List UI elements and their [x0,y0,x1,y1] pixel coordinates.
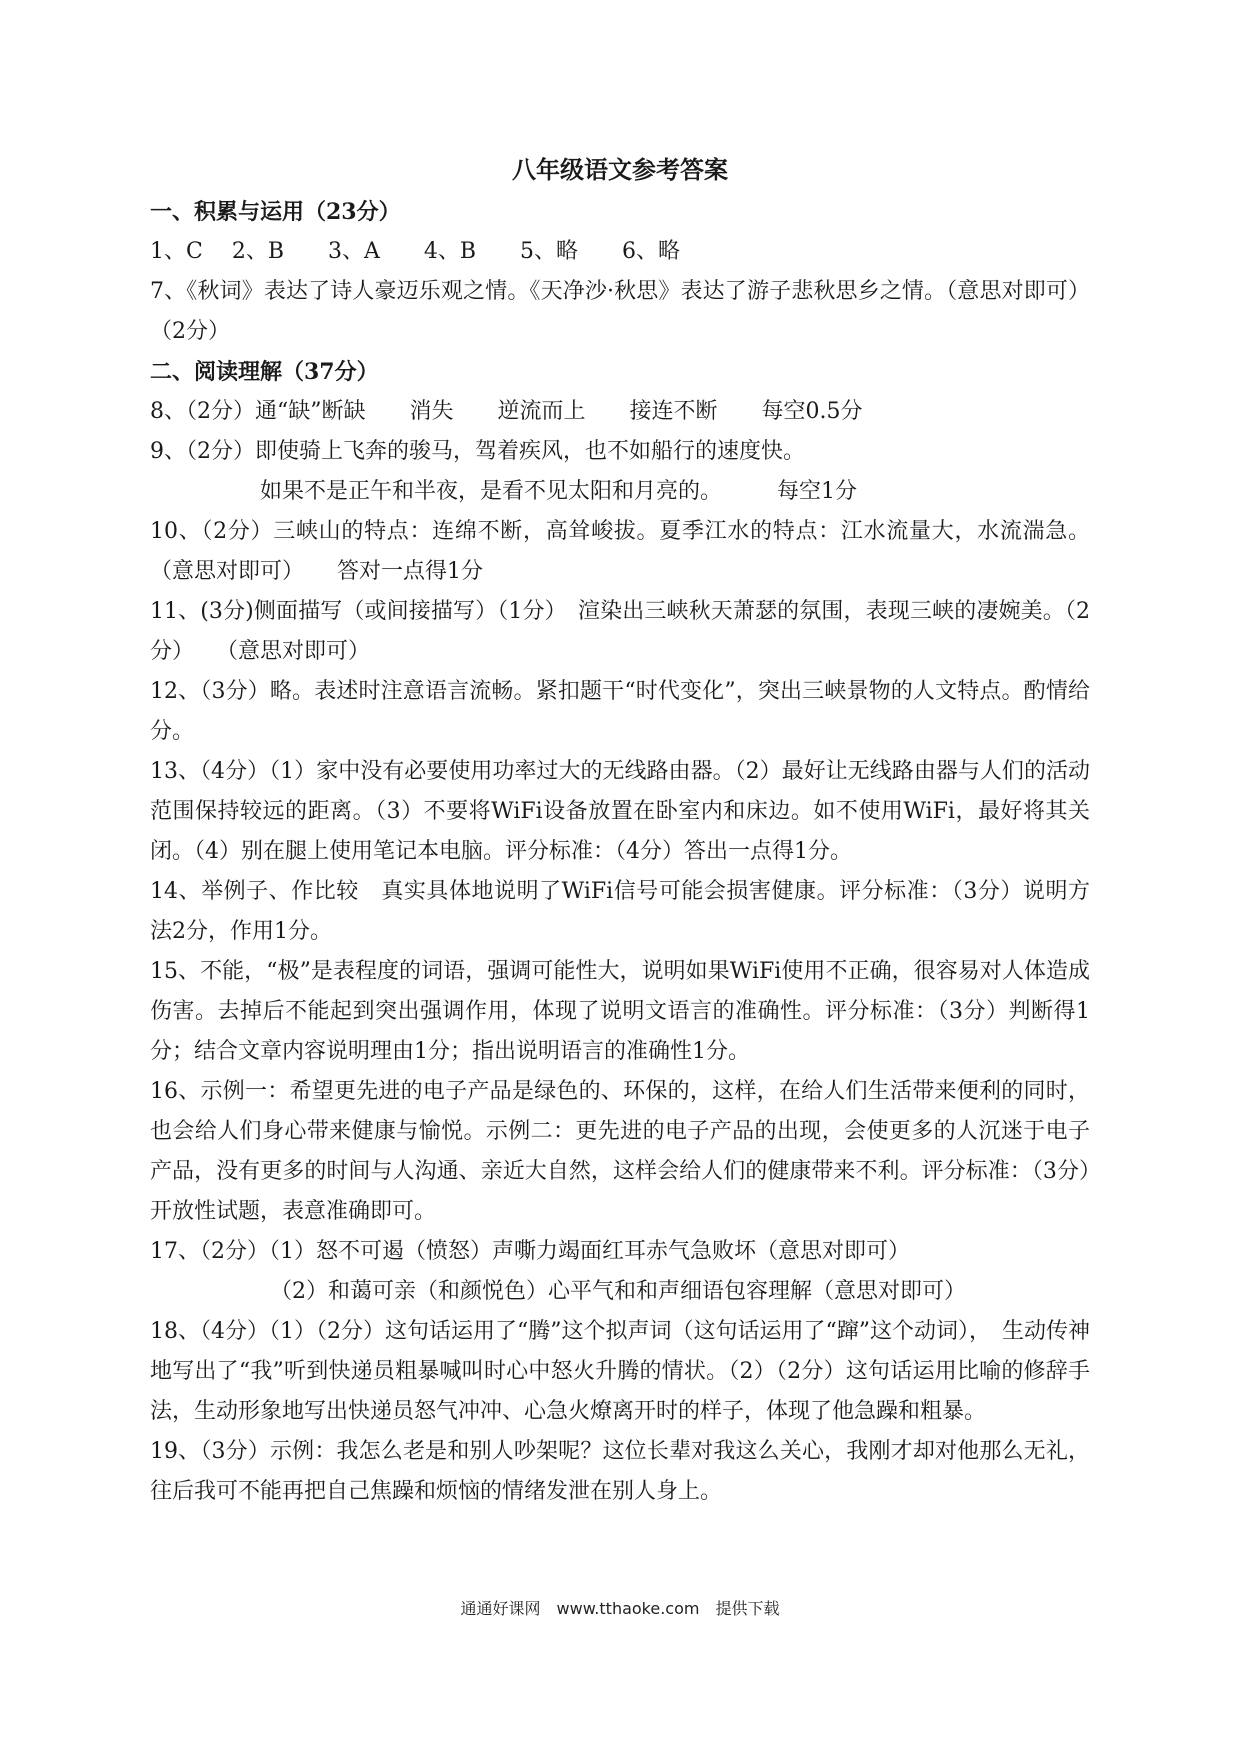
page-footer: 通通好课网 www.tthaoke.com 提供下载 [460,1599,780,1618]
answer-8: 8、（2分）通“缺”断缺 消失 逆流而上 接连不断 每空0.5分 [150,399,863,424]
answer-16: 16、示例一：希望更先进的电子产品是绿色的、环保的，这样，在给人们生活带来便利的同时，也会给人们身心带来健康与愉悦。示例二：更先进的电子产品的出现，会使更多的人沉迷于电子产品，没有更多的时间与人沟通、亲近大自然，这样会给人们的健康带来不利。评分标准：（3分）开放性试题，表意准确即可。 [150,1079,1090,1224]
answer-17: 17、（2分）（1）怒不可遏（愤怒）声嘶力竭面红耳赤气急败坏（意思对即可） [150,1239,910,1264]
answer-9: 9、（2分）即使骑上飞奔的骏马，驾着疾风，也不如船行的速度快。 [150,439,805,464]
answer-19: 19、（3分）示例：我怎么老是和别人吵架呢？这位长辈对我这么关心，我刚才却对他那么无礼，往后我可不能再把自己焦躁和烦恼的情绪发泄在别人身上。 [150,1439,1090,1504]
answer-7: 7、《秋词》表达了诗人豪迈乐观之情。《天净沙·秋思》表达了游子悲秋思乡之情。（意思对即可）（2分） [150,279,1090,344]
section-heading-2: 二、阅读理解（37分） [150,359,379,385]
answer-11: 11、(3分)侧面描写（或间接描写）（1分） 渲染出三峡秋天萧瑟的氛围，表现三峡的凄婉美。（2分） （意思对即可） [150,599,1090,664]
answer-line-1-6: 1、C 2、B 3、A 4、B 5、略 6、略 [150,239,681,264]
page-title: 八年级语文参考答案 [512,155,728,184]
answer-10: 10、（2分）三峡山的特点：连绵不断，高耸峻拔。夏季江水的特点：江水流量大，水流湍急。（意思对即可） 答对一点得1分 [150,519,1090,584]
section-heading-1: 一、积累与运用（23分） [150,199,401,225]
answer-15: 15、不能，“极”是表程度的词语，强调可能性大，说明如果WiFi使用不正确，很容易对人体造成伤害。去掉后不能起到突出强调作用，体现了说明文语言的准确性。评分标准：（3分）判断得1分；结合文章内容说明理由1分；指出说明语言的准确性1分。 [150,959,1090,1064]
answer-14: 14、举例子、作比较 真实具体地说明了WiFi信号可能会损害健康。评分标准：（3分）说明方法2分，作用1分。 [150,879,1090,944]
answer-9-continued: 如果不是正午和半夜，是看不见太阳和月亮的。 每空1分 [260,479,857,504]
answer-12: 12、（3分）略。表述时注意语言流畅。紧扣题干“时代变化”，突出三峡景物的人文特点。酌情给分。 [150,679,1090,744]
answer-13: 13、（4分）（1）家中没有必要使用功率过大的无线路由器。（2）最好让无线路由器与人们的活动范围保持较远的距离。（3）不要将WiFi设备放置在卧室内和床边。如不使用WiFi，最好将其关闭。（4）别在腿上使用笔记本电脑。评分标准：（4分）答出一点得1分。 [150,759,1090,864]
answer-sheet [150,150,1090,1512]
answer-18: 18、（4分）（1）（2分）这句话运用了“腾”这个拟声词（这句话运用了“蹿”这个动词）， 生动传神地写出了“我”听到快递员粗暴喊叫时心中怒火升腾的情状。（2）（2分）这句话运用比喻的修辞手法，生动形象地写出快递员怒气冲冲、心急火燎离开时的样子，体现了他急躁和粗暴。 [150,1319,1090,1424]
answer-17-continued: （2）和蔼可亲（和颜悦色）心平气和和声细语包容理解（意思对即可） [270,1279,966,1304]
